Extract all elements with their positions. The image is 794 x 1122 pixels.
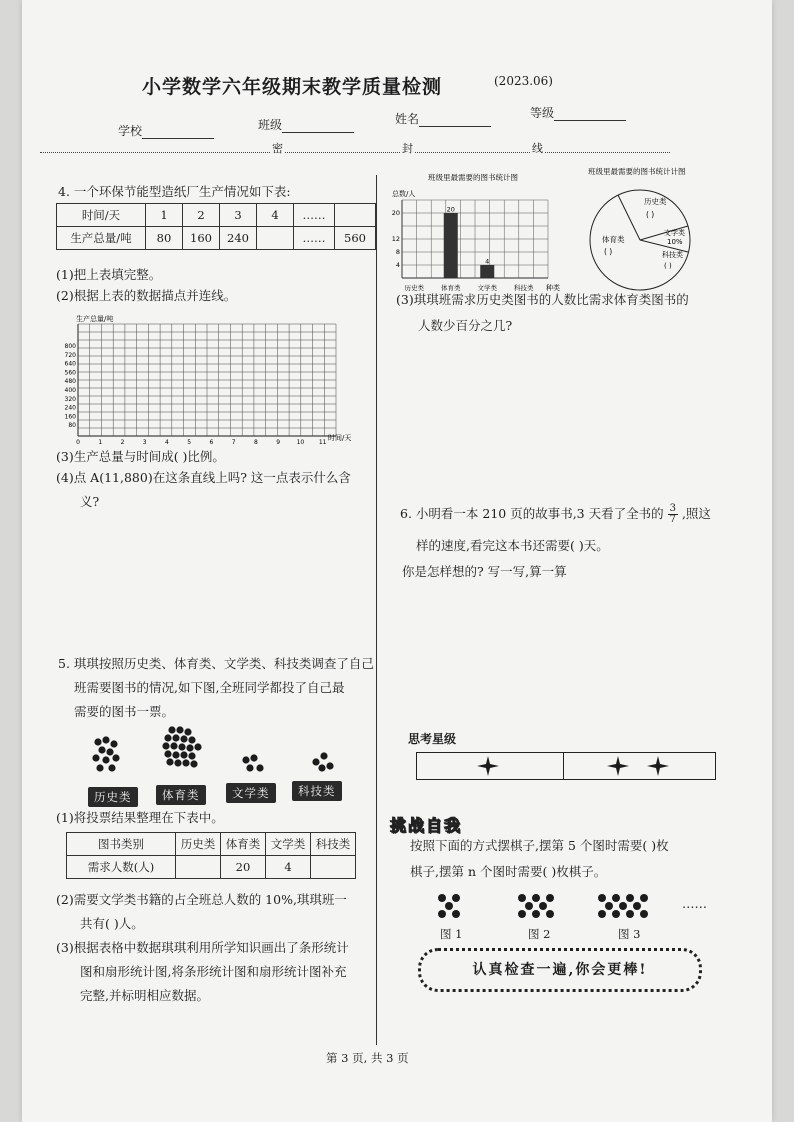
star-icon[interactable] (647, 756, 669, 776)
q4-sub4-line1: (4)点 A(11,880)在这条直线上吗? 这一点表示什么含 (56, 470, 351, 485)
q4-sub2: (2)根据上表的数据描点并连线。 (56, 288, 237, 303)
q5-col-header: 体育类 (221, 833, 266, 856)
grid-xtick-label: 5 (187, 439, 192, 446)
grid-yticks (65, 343, 77, 429)
q4-blank-cell[interactable] (257, 227, 294, 250)
q5-cell: 4 (266, 856, 311, 879)
grid-xtick-label: 3 (142, 439, 147, 446)
pie-value-history: ( ) (646, 210, 655, 219)
q4-row2-label: 生产总量/吨 (57, 227, 146, 250)
q6-frac-num: 3 (669, 503, 676, 514)
seal-line (40, 140, 670, 153)
grid-ytick-label: 240 (64, 404, 76, 412)
star-box-divider (563, 753, 564, 779)
grid-ytick-label: 640 (64, 360, 76, 368)
bar-category-label: 科技类 (514, 284, 534, 292)
grid-ytick-label: 320 (64, 395, 76, 403)
star-rating-box (416, 752, 716, 780)
pie-chart-title: 班级里最需要的图书统计计图 (588, 167, 686, 176)
bar-ytick-label: 12 (391, 235, 400, 243)
q5-col-header: 科技类 (311, 833, 356, 856)
grid-xtick-label: 2 (120, 439, 125, 446)
bar-category-label: 文学类 (477, 284, 497, 292)
bar-ytick-label: 20 (391, 209, 400, 217)
grid-lines (78, 324, 336, 436)
bar-category-label: 历史类 (404, 284, 424, 292)
q4-sub4-line2: 义? (80, 494, 100, 509)
bar-category-label: 体育类 (441, 284, 461, 292)
pie-value-sports: ( ) (604, 247, 613, 256)
pie-divider (618, 195, 640, 240)
bar-chart-title: 班级里最需要的图书统计图 (428, 173, 518, 182)
bar (444, 213, 458, 278)
q4-cell: 3 (220, 204, 257, 227)
q5-extra-line1: (3)琪琪班需求历史类图书的人数比需求体育类图书的 (396, 292, 689, 307)
challenge-title: 挑战自我 (390, 816, 463, 835)
chess-patterns (430, 892, 720, 922)
pie-label-science: 科技类 (662, 251, 683, 259)
q4-cell: 560 (335, 227, 376, 250)
q5-tag-science (292, 780, 342, 801)
q5-vote-table (66, 832, 356, 879)
q6-line1-post: ,照这 (681, 506, 711, 521)
q5-tag-science-label: 科技类 (292, 781, 342, 801)
pie-label-history: 历史类 (644, 197, 667, 206)
challenge-line1: 按照下面的方式摆棋子,摆第 5 个图时需要( )枚 (410, 838, 669, 853)
q6-line1-pre: 6. 小明看一本 210 页的故事书,3 天看了全书的 (400, 506, 664, 521)
figure-label-3: 图 3 (618, 927, 641, 941)
class-blank[interactable] (282, 120, 354, 133)
grid-xtick-label: 7 (231, 439, 236, 446)
grade-blank[interactable] (554, 108, 626, 121)
bar-chart-xlabel: 种类 (546, 284, 560, 292)
q5-vote-dots (80, 722, 360, 782)
q4-cell: 1 (146, 204, 183, 227)
name-blank[interactable] (419, 114, 491, 127)
school-label: 学校 (118, 124, 143, 138)
grid-xtick-label: 8 (254, 439, 258, 446)
q4-blank-cell[interactable] (335, 204, 376, 227)
q5-table-wrap (66, 832, 356, 879)
challenge-line2: 棋子,摆第 n 个图时需要( )枚棋子。 (410, 864, 607, 879)
q5-cell: 20 (221, 856, 266, 879)
pie-label-sports: 体育类 (602, 235, 625, 244)
figure-label-1: 图 1 (440, 927, 463, 941)
q4-sub1: (1)把上表填完整。 (56, 267, 162, 282)
grid-xtick-label: 6 (209, 439, 214, 446)
seal-word-xian: 线 (532, 142, 543, 155)
q5-row-label: 需求人数(人) (67, 856, 176, 879)
grid-xtick-label: 1 (98, 439, 103, 446)
grid-ytick-label: 720 (64, 351, 76, 359)
grid-ytick-label: 400 (64, 387, 76, 394)
pie-label-literature: 文学类 (664, 229, 685, 237)
exam-date: (2023.06) (494, 74, 553, 88)
q5-sub3-line1: (3)根据表格中数据琪琪利用所学知识画出了条形统计 (56, 940, 349, 955)
q4-cell: 80 (146, 227, 183, 250)
q5-stem-line2: 班需要图书的情况,如下图,全班同学都投了自己最 (74, 680, 345, 695)
grid-xtick-label: 4 (165, 439, 169, 446)
q5-stem-line1: 5. 琪琪按照历史类、体育类、文学类、科技类调查了自己 (58, 656, 374, 671)
bar-ytick-label: 4 (395, 261, 400, 269)
table-row (67, 833, 356, 856)
name-field[interactable] (395, 110, 491, 127)
grid-xtick-label: 0 (76, 439, 80, 446)
page-footer: 第 3 页, 共 3 页 (326, 1051, 409, 1065)
q5-header-label: 图书类别 (67, 833, 176, 856)
q4-cell: …… (294, 227, 335, 250)
pie-chart (580, 162, 710, 300)
pie-value-science: ( ) (664, 262, 672, 270)
q4-table-wrap (56, 203, 376, 250)
chess-ellipsis: …… (682, 896, 707, 911)
class-field[interactable] (258, 116, 354, 133)
q4-cell: 240 (220, 227, 257, 250)
school-blank[interactable] (142, 126, 214, 139)
seal-word-feng: 封 (402, 142, 413, 155)
q4-production-table (56, 203, 376, 250)
q5-tag-history-label: 历史类 (88, 787, 138, 807)
bar-ytick-label: 8 (395, 248, 400, 256)
grid-ytick-label: 560 (64, 369, 76, 377)
star-icon[interactable] (607, 756, 629, 776)
q6-line3: 你是怎样想的? 写一写,算一算 (402, 564, 567, 579)
bar-value-label: 4 (485, 257, 490, 266)
q4-stem: 4. 一个环保节能型造纸厂生产情况如下表: (58, 184, 291, 199)
q5-blank-cell[interactable] (311, 856, 356, 879)
bar-chart (388, 168, 578, 296)
q5-tag-sports-label: 体育类 (156, 785, 206, 805)
q5-tag-sports (156, 784, 206, 805)
star-rating-label: 思考星级 (408, 732, 457, 746)
exam-title: 小学数学六年级期末教学质量检测 (142, 76, 443, 98)
grid-xtick-label: 10 (296, 439, 305, 446)
grade-label: 等级 (530, 106, 555, 120)
school-field[interactable] (118, 122, 214, 139)
grid-xtick-label: 9 (276, 439, 281, 446)
q4-cell: 2 (183, 204, 220, 227)
q5-sub1: (1)将投票结果整理在下表中。 (56, 810, 224, 825)
q5-sub2-line2: 共有( )人。 (80, 916, 144, 931)
q5-col-header: 文学类 (266, 833, 311, 856)
bar-ticks (392, 209, 400, 269)
grid-ytick-label: 160 (64, 413, 76, 421)
bar-chart-ylabel: 总数/人 (392, 190, 416, 198)
star-icon[interactable] (477, 756, 499, 776)
grade-field[interactable] (530, 104, 626, 121)
q4-cell: …… (294, 204, 335, 227)
q5-tag-literature (226, 782, 276, 803)
q4-graph-grid[interactable] (56, 310, 356, 448)
seal-word-mi: 密 (272, 142, 283, 155)
q5-tag-literature-label: 文学类 (226, 783, 276, 803)
q5-blank-cell[interactable] (176, 856, 221, 879)
q4-sub3: (3)生产总量与时间成( )比例。 (56, 449, 225, 464)
encouragement-stamp: 认真检查一遍,你会更棒! (418, 948, 702, 992)
q5-col-header: 历史类 (176, 833, 221, 856)
q6-frac-den: 7 (669, 514, 676, 525)
column-divider (376, 175, 377, 1045)
q6-line1 (400, 502, 711, 526)
q4-cell: 160 (183, 227, 220, 250)
q5-stem-line3: 需要的图书一票。 (74, 704, 175, 719)
grid-xtick-label: 11 (318, 439, 327, 446)
table-row (57, 227, 376, 250)
pie-value-literature: 10% (667, 238, 683, 246)
bar-grid (402, 200, 548, 278)
grid-xlabel: 时间/天 (328, 434, 352, 442)
table-row (57, 204, 376, 227)
q5-tag-history (88, 786, 138, 807)
bar (480, 265, 494, 278)
q6-fraction (668, 504, 678, 525)
bar-value-label: 20 (446, 205, 455, 214)
table-row (67, 856, 356, 879)
q5-sub3-line2: 图和扇形统计图,将条形统计图和扇形统计图补充 (80, 964, 347, 979)
class-label: 班级 (258, 118, 283, 132)
name-label: 姓名 (395, 112, 420, 126)
q5-sub3-line3: 完整,并标明相应数据。 (80, 988, 209, 1003)
bar-bars (444, 206, 495, 279)
q6-line2: 样的速度,看完这本书还需要( )天。 (416, 538, 609, 553)
grid-ytick-label: 480 (64, 378, 76, 386)
q4-cell: 4 (257, 204, 294, 227)
grid-ylabel: 生产总量/吨 (76, 315, 114, 323)
figure-label-2: 图 2 (528, 927, 551, 941)
q4-row1-label: 时间/天 (57, 204, 146, 227)
q5-sub2-line1: (2)需要文学类书籍的占全班总人数的 10%,琪琪班一 (56, 892, 347, 907)
grid-ytick-label: 800 (64, 343, 76, 350)
grid-ytick-label: 80 (68, 422, 76, 430)
q5-extra-line2: 人数少百分之几? (418, 318, 513, 333)
